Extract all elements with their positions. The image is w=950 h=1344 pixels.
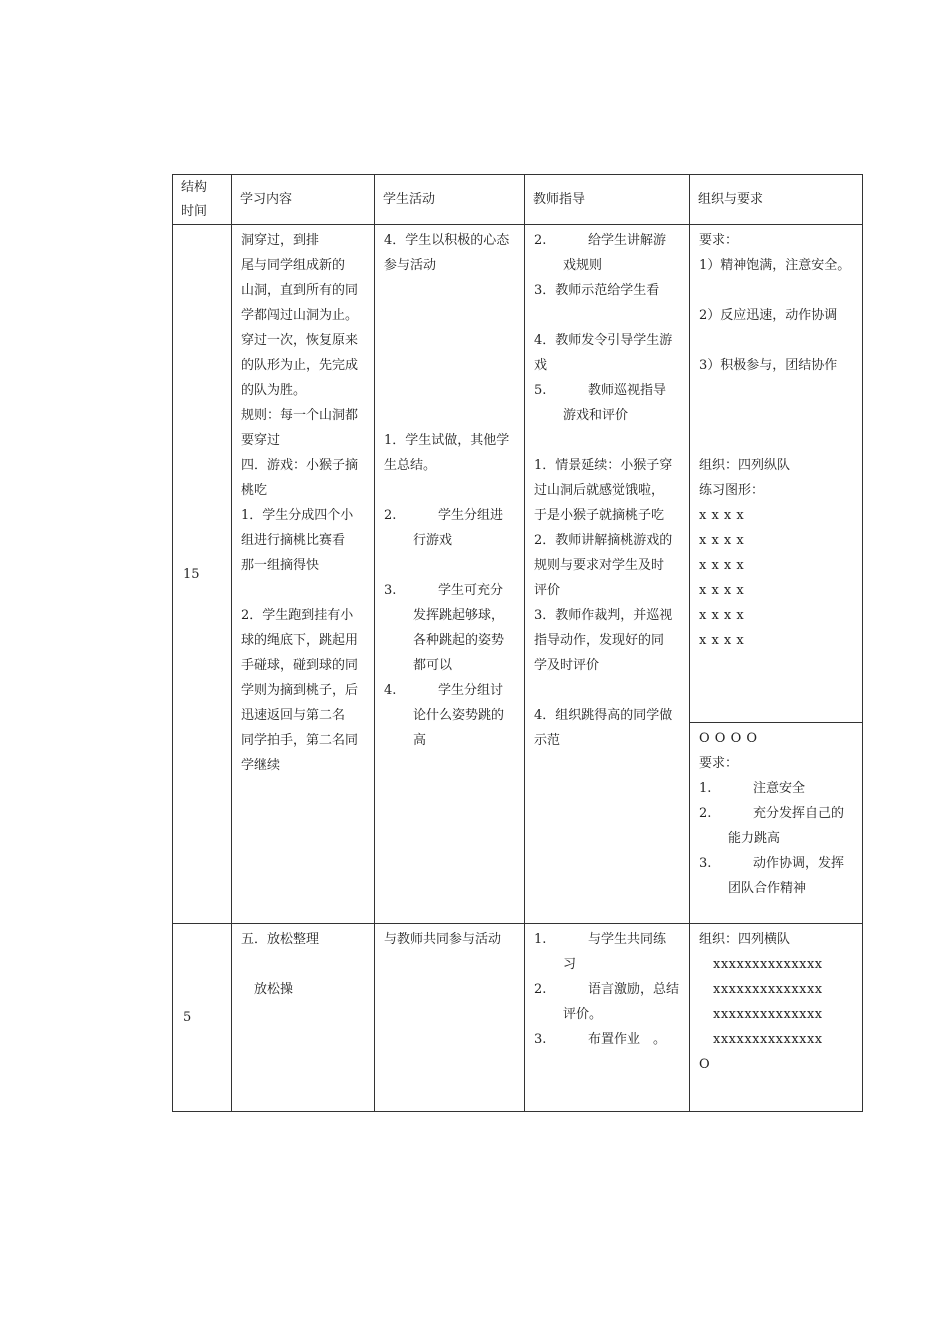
content-line: 五．放松整理 bbox=[241, 932, 320, 947]
student-item bbox=[384, 503, 516, 528]
item-text: 充分发挥自己的 bbox=[753, 806, 845, 821]
teacher-marker: O bbox=[699, 1057, 711, 1072]
item-text: 学生分组进 bbox=[438, 508, 504, 523]
teacher-line: 1．情景延续：小猴子穿 bbox=[534, 458, 673, 473]
formation-row: x x x x bbox=[699, 533, 745, 548]
teacher-line: 戏 bbox=[534, 358, 548, 373]
content-line: 迅速返回与第二名 bbox=[241, 708, 346, 723]
teacher-line: 指导动作，发现好的同 bbox=[534, 633, 665, 648]
org-line: 组织：四列纵队 bbox=[699, 458, 791, 473]
table-row bbox=[173, 924, 863, 1112]
org-line: 3）积极参与，团结协作 bbox=[699, 358, 838, 373]
item-text: 习 bbox=[563, 957, 577, 972]
header-time-label: 时间 bbox=[181, 203, 208, 219]
content-line: 1．学生分成四个小 bbox=[241, 508, 354, 523]
requirement-item bbox=[699, 801, 854, 826]
teacher-line: 3．教师示范给学生看 bbox=[534, 283, 660, 298]
student-line: 与教师共同参与活动 bbox=[384, 932, 502, 947]
teacher-line: 4．教师发令引导学生游 bbox=[534, 333, 673, 348]
student-activity-cell bbox=[375, 924, 525, 1112]
content-line: 规则：每一个山洞都 bbox=[241, 408, 359, 423]
formation-row: xxxxxxxxxxxxxx bbox=[713, 957, 823, 972]
teacher-line: 4．组织跳得高的同学做 bbox=[534, 708, 673, 723]
teacher-line: 2．教师讲解摘桃游戏的 bbox=[534, 533, 673, 548]
item-number: 3. bbox=[384, 583, 397, 598]
teacher-guidance-cell bbox=[525, 225, 690, 924]
teacher-item bbox=[534, 977, 681, 1002]
content-line: 2．学生跑到挂有小 bbox=[241, 608, 354, 623]
content-cell bbox=[232, 225, 375, 924]
content-line: 穿过一次，恢复原来 bbox=[241, 333, 359, 348]
item-text: 动作协调，发挥 bbox=[753, 856, 845, 871]
student-activity-cell bbox=[375, 225, 525, 924]
organization-cell bbox=[690, 225, 863, 924]
content-line: 桃吃 bbox=[241, 483, 268, 498]
item-text: 各种跳起的姿势 bbox=[413, 633, 505, 648]
time-cell: 5 bbox=[173, 924, 232, 1112]
item-number: 3. bbox=[534, 1032, 547, 1047]
formation-row: x x x x bbox=[699, 558, 745, 573]
teacher-line: 规则与要求对学生及时 bbox=[534, 558, 665, 573]
formation-row: xxxxxxxxxxxxxx bbox=[713, 1032, 823, 1047]
content-line: 组进行摘桃比赛看 bbox=[241, 533, 346, 548]
time-cell: 15 bbox=[173, 225, 232, 924]
content-line: 的队为胜。 bbox=[241, 383, 307, 398]
formation-row: x x x x bbox=[699, 508, 745, 523]
item-number: 2. bbox=[534, 982, 547, 997]
table-row bbox=[173, 225, 863, 924]
item-number: 2. bbox=[699, 806, 712, 821]
item-text: 评价。 bbox=[563, 1007, 603, 1022]
header-structure-label: 结构 bbox=[181, 179, 208, 195]
formation-row: xxxxxxxxxxxxxx bbox=[713, 982, 823, 997]
item-number: 2. bbox=[384, 508, 397, 523]
item-text: 学生分组讨 bbox=[438, 683, 504, 698]
requirement-item bbox=[699, 851, 854, 876]
item-text: 注意安全 bbox=[753, 781, 806, 796]
content-lines bbox=[232, 225, 374, 778]
content-line: 手碰球，碰到球的同 bbox=[241, 658, 359, 673]
item-text: 教师巡视指导 bbox=[588, 383, 667, 398]
org-line: 2）反应迅速，动作协调 bbox=[699, 308, 838, 323]
content-line: 放松操 bbox=[254, 982, 294, 997]
item-text: 游戏和评价 bbox=[563, 408, 629, 423]
content-cell bbox=[232, 924, 375, 1112]
item-text: 高 bbox=[413, 733, 427, 748]
teacher-line: 过山洞后就感觉饿啦， bbox=[534, 483, 665, 498]
item-number: 1. bbox=[699, 781, 712, 796]
student-line: 1．学生试做，其他学 bbox=[384, 433, 510, 448]
student-item bbox=[384, 578, 516, 603]
formation-row: x x x x bbox=[699, 633, 745, 648]
item-text: 与学生共同练 bbox=[588, 932, 667, 947]
teacher-line: 评价 bbox=[534, 583, 561, 598]
header-structure-time bbox=[173, 175, 232, 225]
student-line: 生总结。 bbox=[384, 458, 437, 473]
item-number: 1. bbox=[534, 932, 547, 947]
student-line: 参与活动 bbox=[384, 258, 437, 273]
item-text: 给学生讲解游 bbox=[588, 233, 667, 248]
teacher-line: 3．教师作裁判，并巡视 bbox=[534, 608, 673, 623]
organization-cell bbox=[690, 924, 863, 1112]
content-line: 尾与同学组成新的 bbox=[241, 258, 346, 273]
teacher-item bbox=[534, 228, 681, 253]
header-teacher-guidance: 教师指导 bbox=[525, 175, 690, 225]
item-text: 都可以 bbox=[413, 658, 453, 673]
teacher-guidance-cell bbox=[525, 924, 690, 1112]
organization-bottom bbox=[690, 722, 862, 901]
content-line: 球的绳底下，跳起用 bbox=[241, 633, 359, 648]
item-text: 能力跳高 bbox=[728, 831, 781, 846]
item-text: 戏规则 bbox=[563, 258, 603, 273]
item-number: 3. bbox=[699, 856, 712, 871]
item-number: 4. bbox=[384, 683, 397, 698]
teacher-line: 于是小猴子就摘桃子吃 bbox=[534, 508, 665, 523]
lesson-plan-table bbox=[172, 174, 863, 1112]
content-line: 山洞，直到所有的同 bbox=[241, 283, 359, 298]
org-line: 要求： bbox=[699, 233, 739, 248]
teacher-item bbox=[534, 927, 681, 952]
content-line: 学继续 bbox=[241, 758, 281, 773]
content-line: 的队形为止，先完成 bbox=[241, 358, 359, 373]
org-line: 要求： bbox=[699, 756, 739, 771]
header-content: 学习内容 bbox=[232, 175, 375, 225]
organization-top bbox=[690, 225, 862, 722]
teacher-line: 学及时评价 bbox=[534, 658, 600, 673]
item-text: 布置作业 。 bbox=[588, 1032, 667, 1047]
header-organization: 组织与要求 bbox=[690, 175, 863, 225]
item-text: 语言激励，总结 bbox=[588, 982, 680, 997]
content-line: 学则为摘到桃子，后 bbox=[241, 683, 359, 698]
formation-row: x x x x bbox=[699, 608, 745, 623]
item-text: 行游戏 bbox=[413, 533, 453, 548]
requirement-item bbox=[699, 776, 854, 801]
content-line bbox=[241, 578, 366, 603]
teacher-marker-row: O O O O bbox=[699, 731, 758, 746]
formation-row: xxxxxxxxxxxxxx bbox=[713, 1007, 823, 1022]
student-item bbox=[384, 678, 516, 703]
teacher-item bbox=[534, 1027, 681, 1052]
header-student-activity: 学生活动 bbox=[375, 175, 525, 225]
teacher-item bbox=[534, 378, 681, 403]
item-number: 2. bbox=[534, 233, 547, 248]
org-line: 1）精神饱满，注意安全。 bbox=[699, 258, 851, 273]
org-line: 组织：四列横队 bbox=[699, 932, 791, 947]
student-line: 4．学生以积极的心态 bbox=[384, 233, 510, 248]
content-line: 要穿过 bbox=[241, 433, 281, 448]
item-text: 论什么姿势跳的 bbox=[413, 708, 505, 723]
content-line: 那一组摘得快 bbox=[241, 558, 320, 573]
item-text: 学生可充分 bbox=[438, 583, 504, 598]
item-number: 5. bbox=[534, 383, 547, 398]
item-text: 团队合作精神 bbox=[728, 881, 807, 896]
header-row bbox=[173, 175, 863, 225]
teacher-line: 示范 bbox=[534, 733, 561, 748]
content-line: 学都闯过山洞为止。 bbox=[241, 308, 359, 323]
content-line: 洞穿过，到排 bbox=[241, 233, 320, 248]
formation-row: x x x x bbox=[699, 583, 745, 598]
content-line: 四．游戏：小猴子摘 bbox=[241, 458, 359, 473]
item-text: 发挥跳起够球， bbox=[413, 608, 505, 623]
content-line: 同学拍手，第二名同 bbox=[241, 733, 359, 748]
org-line: 练习图形： bbox=[699, 483, 765, 498]
